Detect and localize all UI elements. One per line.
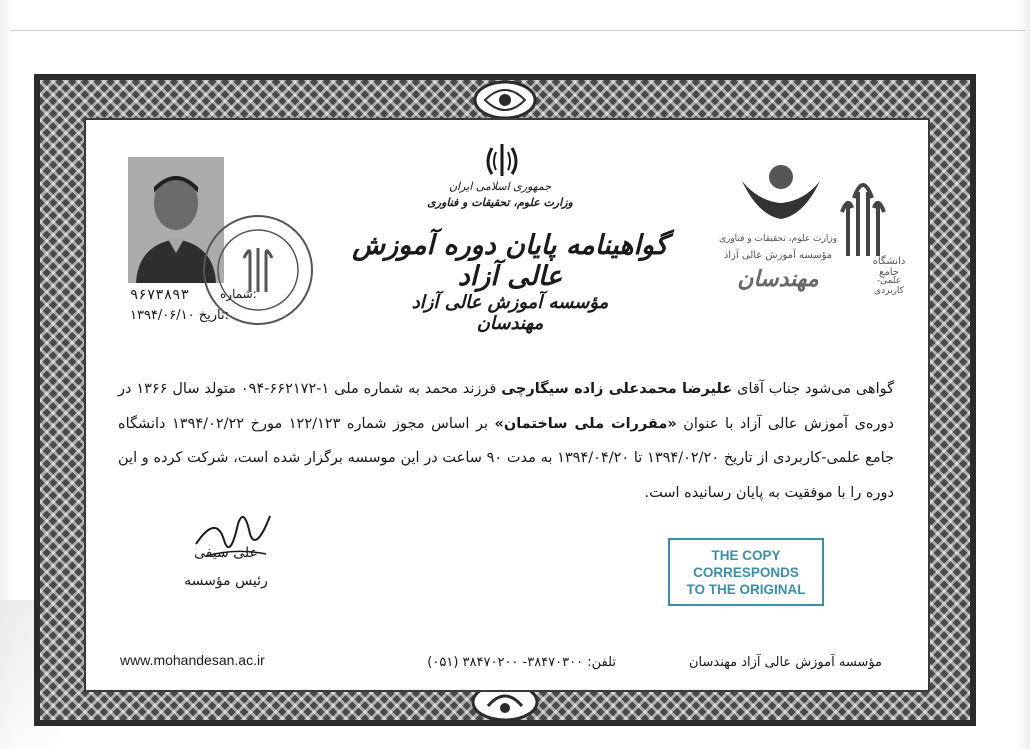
- university-logo-icon: [838, 168, 888, 258]
- certificate-subtitle: مؤسسه آموزش عالی آزاد مهندسان: [411, 292, 609, 334]
- stamp-line-3: TO THE ORIGINAL: [686, 582, 806, 597]
- institute-logo-name: مهندسان: [737, 266, 819, 292]
- footer-website: www.mohandesan.ac.ir: [120, 652, 265, 668]
- signatory-title: رئیس مؤسسه: [184, 573, 268, 589]
- institute-logo-icon: [738, 155, 824, 227]
- footer-institute: مؤسسه آموزش عالی آزاد مهندسان: [688, 655, 882, 670]
- gov-ministry: وزارت علوم، تحقیقات و فناوری: [427, 196, 573, 209]
- record-date: [130, 308, 280, 323]
- certificate-statement: [118, 372, 894, 510]
- stamp-line-2: CORRESPONDS: [693, 565, 799, 580]
- university-logo-type: علمی-کاربردی: [874, 276, 904, 296]
- record-date-value: ۱۳۹۴/۰۶/۱۰: [130, 308, 195, 323]
- university-logo-name: دانشگاه جامع: [872, 256, 906, 278]
- statement-details: فرزند محمد به شماره ملی ۱-۶۶۲۱۷۲-۰۹۴ متولد سال ۱۳۶۶ در دوره‌ی آموزش عالی آزاد با عنوان: [118, 381, 894, 432]
- footer-phone: تلفن: ۳۸۴۷۰۳۰۰- ۳۸۴۷۰۲۰۰ (۰۵۱): [427, 655, 616, 670]
- statement-closing: بر اساس مجوز شماره ۱۲۲/۱۲۳ مورخ ۱۳۹۴/۰۲/۲۲ دانشگاه جامع علمی-کاربردی از تاریخ ۱۳۹۴/۰۲/۲۰ تا ۱۳۹۴/۰۴/۲۰ به مدت ۹۰ ساعت در این موسسه برگزار شده است، شرکت کرده و این دوره را با موفقیت به پایان رسانیده است.: [118, 415, 894, 501]
- institute-logo-ministry: وزارت علوم، تحقیقات و فناوری: [718, 234, 838, 244]
- certificate-title: گواهینامه پایان دوره آموزش عالی آزاد: [352, 230, 668, 292]
- stamp-line-1: THE COPY: [711, 548, 781, 563]
- paper-edge: [10, 30, 1025, 51]
- holder-name: علیرضا محمدعلی زاده سیگارچی: [501, 381, 733, 397]
- statement-intro: گواهی می‌شود جناب آقای: [737, 381, 895, 397]
- iran-emblem-icon: [478, 140, 526, 180]
- record-date-label: تاریخ:: [198, 308, 230, 323]
- record-number-label: شماره:: [220, 287, 257, 301]
- signature-icon: [186, 504, 276, 574]
- signatory-name: علی سیفی: [194, 545, 258, 561]
- institute-logo-line: مؤسسه آموزش عالی آزاد: [723, 250, 833, 261]
- course-title: «مقررات ملی ساختمان»: [494, 415, 677, 432]
- gov-country: جمهوری اسلامی ایران: [448, 180, 552, 193]
- copy-verification-stamp: [668, 538, 824, 606]
- record-number: ۹۶۷۳۸۹۳: [130, 287, 190, 303]
- top-ornament-icon: [470, 78, 540, 122]
